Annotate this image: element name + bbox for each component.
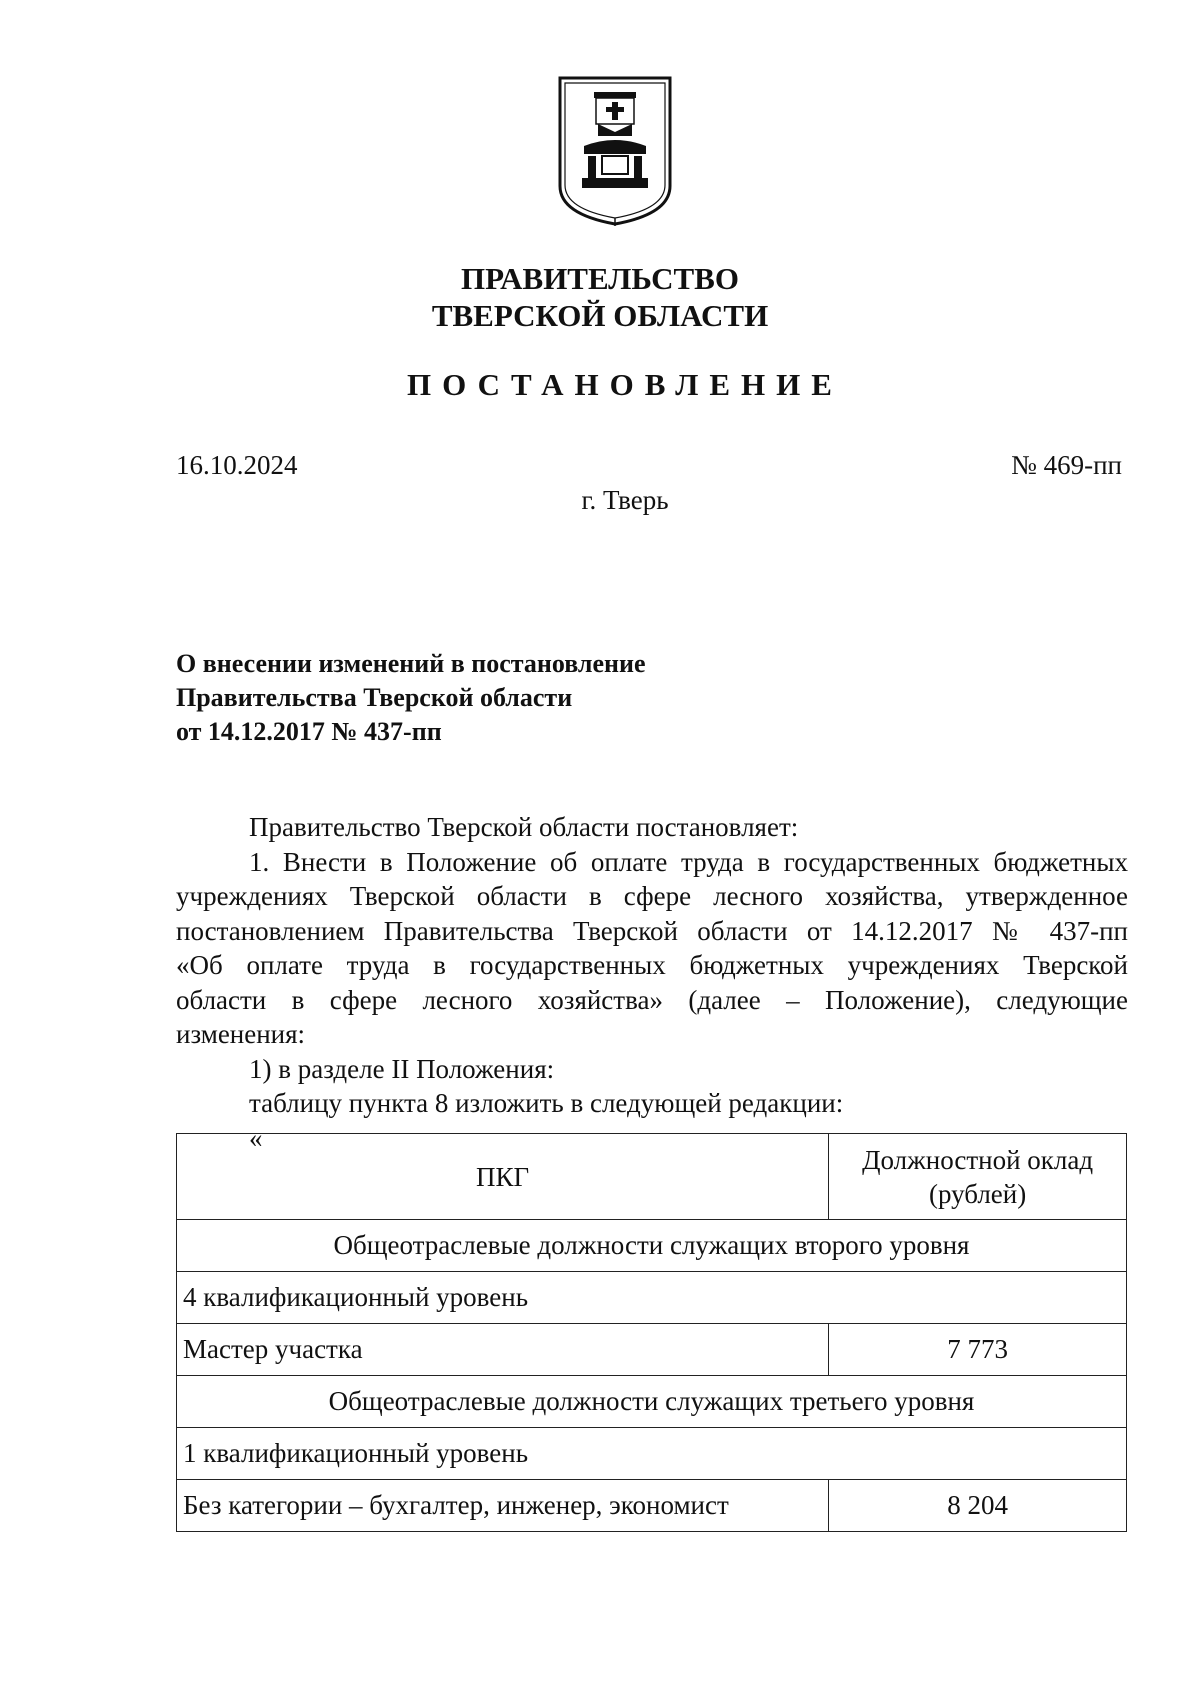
body-paragraph: Правительство Тверской области постановляет: — [249, 812, 799, 842]
table-group-heading: Общеотраслевые должности служащих третьего уровня — [177, 1376, 1127, 1428]
table-header-salary: Должностной оклад (рублей) — [829, 1134, 1127, 1220]
tver-coat-of-arms-icon — [556, 74, 674, 226]
subject-line: от 14.12.2017 № 437-пп — [176, 717, 442, 746]
table-cell-position: Без категории – бухгалтер, инженер, экономист — [177, 1480, 829, 1532]
document-type: ПОСТАНОВЛЕНИЕ — [407, 367, 843, 402]
table-row — [177, 1272, 1127, 1324]
body-line: учреждениях Тверской области в сфере лесного хозяйства, утвержденное — [176, 881, 1128, 911]
table-row — [177, 1220, 1127, 1272]
document-date: 16.10.2024 — [176, 450, 298, 480]
organization-name-line1: ПРАВИТЕЛЬСТВО — [461, 261, 739, 296]
document-body — [176, 810, 1128, 1155]
body-paragraph: таблицу пункта 8 изложить в следующей редакции: — [249, 1088, 844, 1118]
body-line: области в сфере лесного хозяйства» (далее – Положение), следующие — [176, 984, 1128, 1015]
body-line: «Об оплате труда в государственных бюджетных учреждениях Тверской — [176, 950, 1128, 980]
table-cell-position: Мастер участка — [177, 1324, 829, 1376]
table-level-heading: 1 квалификационный уровень — [177, 1428, 1127, 1480]
table-row — [177, 1376, 1127, 1428]
table-cell-salary: 7 773 — [829, 1324, 1127, 1376]
table-header-pkg: ПКГ — [177, 1134, 829, 1220]
table-cell-salary: 8 204 — [829, 1480, 1127, 1532]
quote-mark: « — [249, 1122, 263, 1153]
body-line: изменения: — [176, 1019, 306, 1049]
table-header-row — [177, 1134, 1127, 1220]
body-paragraph: 1) в разделе II Положения: — [249, 1053, 555, 1084]
table-row — [177, 1480, 1127, 1532]
body-line: постановлением Правительства Тверской области от 14.12.2017 № 437-пп — [176, 915, 1128, 946]
salary-table — [176, 1133, 1127, 1532]
organization-name-line2: ТВЕРСКОЙ ОБЛАСТИ — [431, 298, 769, 333]
subject-line: О внесении изменений в постановление — [176, 649, 646, 678]
table-row — [177, 1324, 1127, 1376]
table-level-heading: 4 квалификационный уровень — [177, 1272, 1127, 1324]
table-group-heading: Общеотраслевые должности служащих второго уровня — [177, 1220, 1127, 1272]
document-subject — [176, 647, 646, 749]
table-row — [177, 1428, 1127, 1480]
document-number: № 469-пп — [1011, 450, 1122, 480]
document-city: г. Тверь — [581, 485, 669, 515]
subject-line: Правительства Тверской области — [176, 683, 573, 712]
body-line: 1. Внести в Положение об оплате труда в государственных бюджетных — [249, 846, 1128, 877]
